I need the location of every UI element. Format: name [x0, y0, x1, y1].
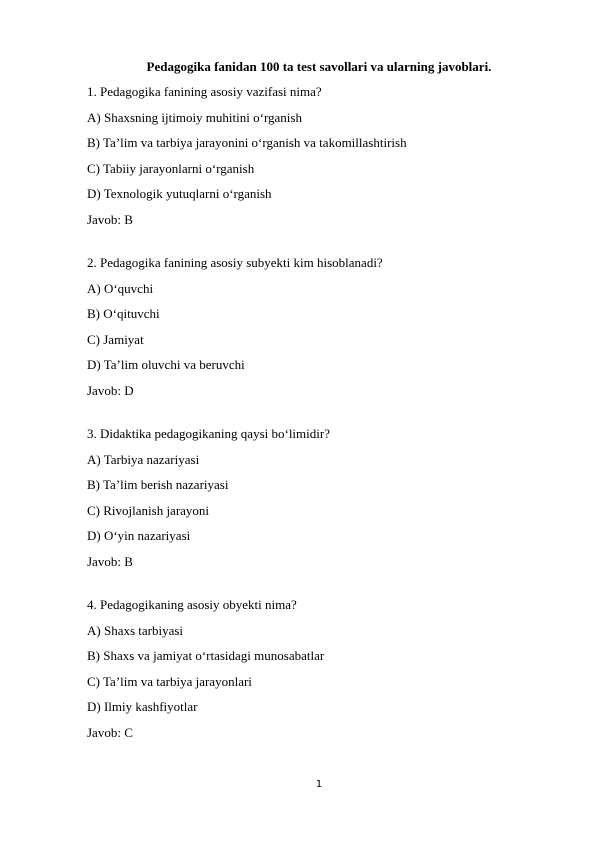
option-a: A) Tarbiya nazariyasi: [87, 451, 200, 467]
question-block-1: [87, 83, 557, 229]
question-text: 4. Pedagogikaning asosiy obyekti nima?: [87, 596, 297, 612]
option-b: B) O‘qituvchi: [87, 306, 160, 322]
answer-line: Javob: D: [87, 382, 134, 398]
document-title: Pedagogika fanidan 100 ta test savollari va ularning javoblari.: [146, 59, 492, 74]
question-text: 3. Didaktika pedagogikaning qaysi bo‘limidir?: [87, 425, 330, 441]
option-a: A) O‘quvchi: [87, 280, 154, 296]
page-number: 1: [315, 779, 323, 790]
option-b: B) Ta’lim va tarbiya jarayonini o‘rganish va takomillashtirish: [87, 135, 407, 151]
option-d: D) Texnologik yutuqlarni o‘rganish: [87, 186, 272, 202]
question-block-2: [87, 254, 557, 400]
option-c: C) Ta’lim va tarbiya jarayonlari: [87, 673, 252, 689]
option-a: A) Shaxs tarbiyasi: [87, 622, 184, 638]
question-block-3: [87, 425, 557, 571]
question-block-4: [87, 596, 557, 742]
option-c: C) Jamiyat: [87, 331, 144, 347]
option-d: D) O‘yin nazariyasi: [87, 528, 191, 544]
option-b: B) Shaxs va jamiyat o‘rtasidagi munosabatlar: [87, 648, 325, 664]
answer-line: Javob: C: [87, 724, 133, 740]
question-text: 2. Pedagogika fanining asosiy subyekti kim hisoblanadi?: [87, 254, 383, 270]
option-d: D) Ta’lim oluvchi va beruvchi: [87, 357, 245, 373]
option-b: B) Ta’lim berish nazariyasi: [87, 477, 229, 493]
option-c: C) Tabiiy jarayonlarni o‘rganish: [87, 160, 255, 176]
answer-line: Javob: B: [87, 211, 133, 227]
option-c: C) Rivojlanish jarayoni: [87, 502, 210, 518]
option-a: A) Shaxsning ijtimoiy muhitini o‘rganish: [87, 109, 302, 125]
question-list: [87, 83, 557, 742]
option-d: D) Ilmiy kashfiyotlar: [87, 699, 198, 715]
answer-line: Javob: B: [87, 553, 133, 569]
question-text: 1. Pedagogika fanining asosiy vazifasi nima?: [87, 84, 322, 99]
